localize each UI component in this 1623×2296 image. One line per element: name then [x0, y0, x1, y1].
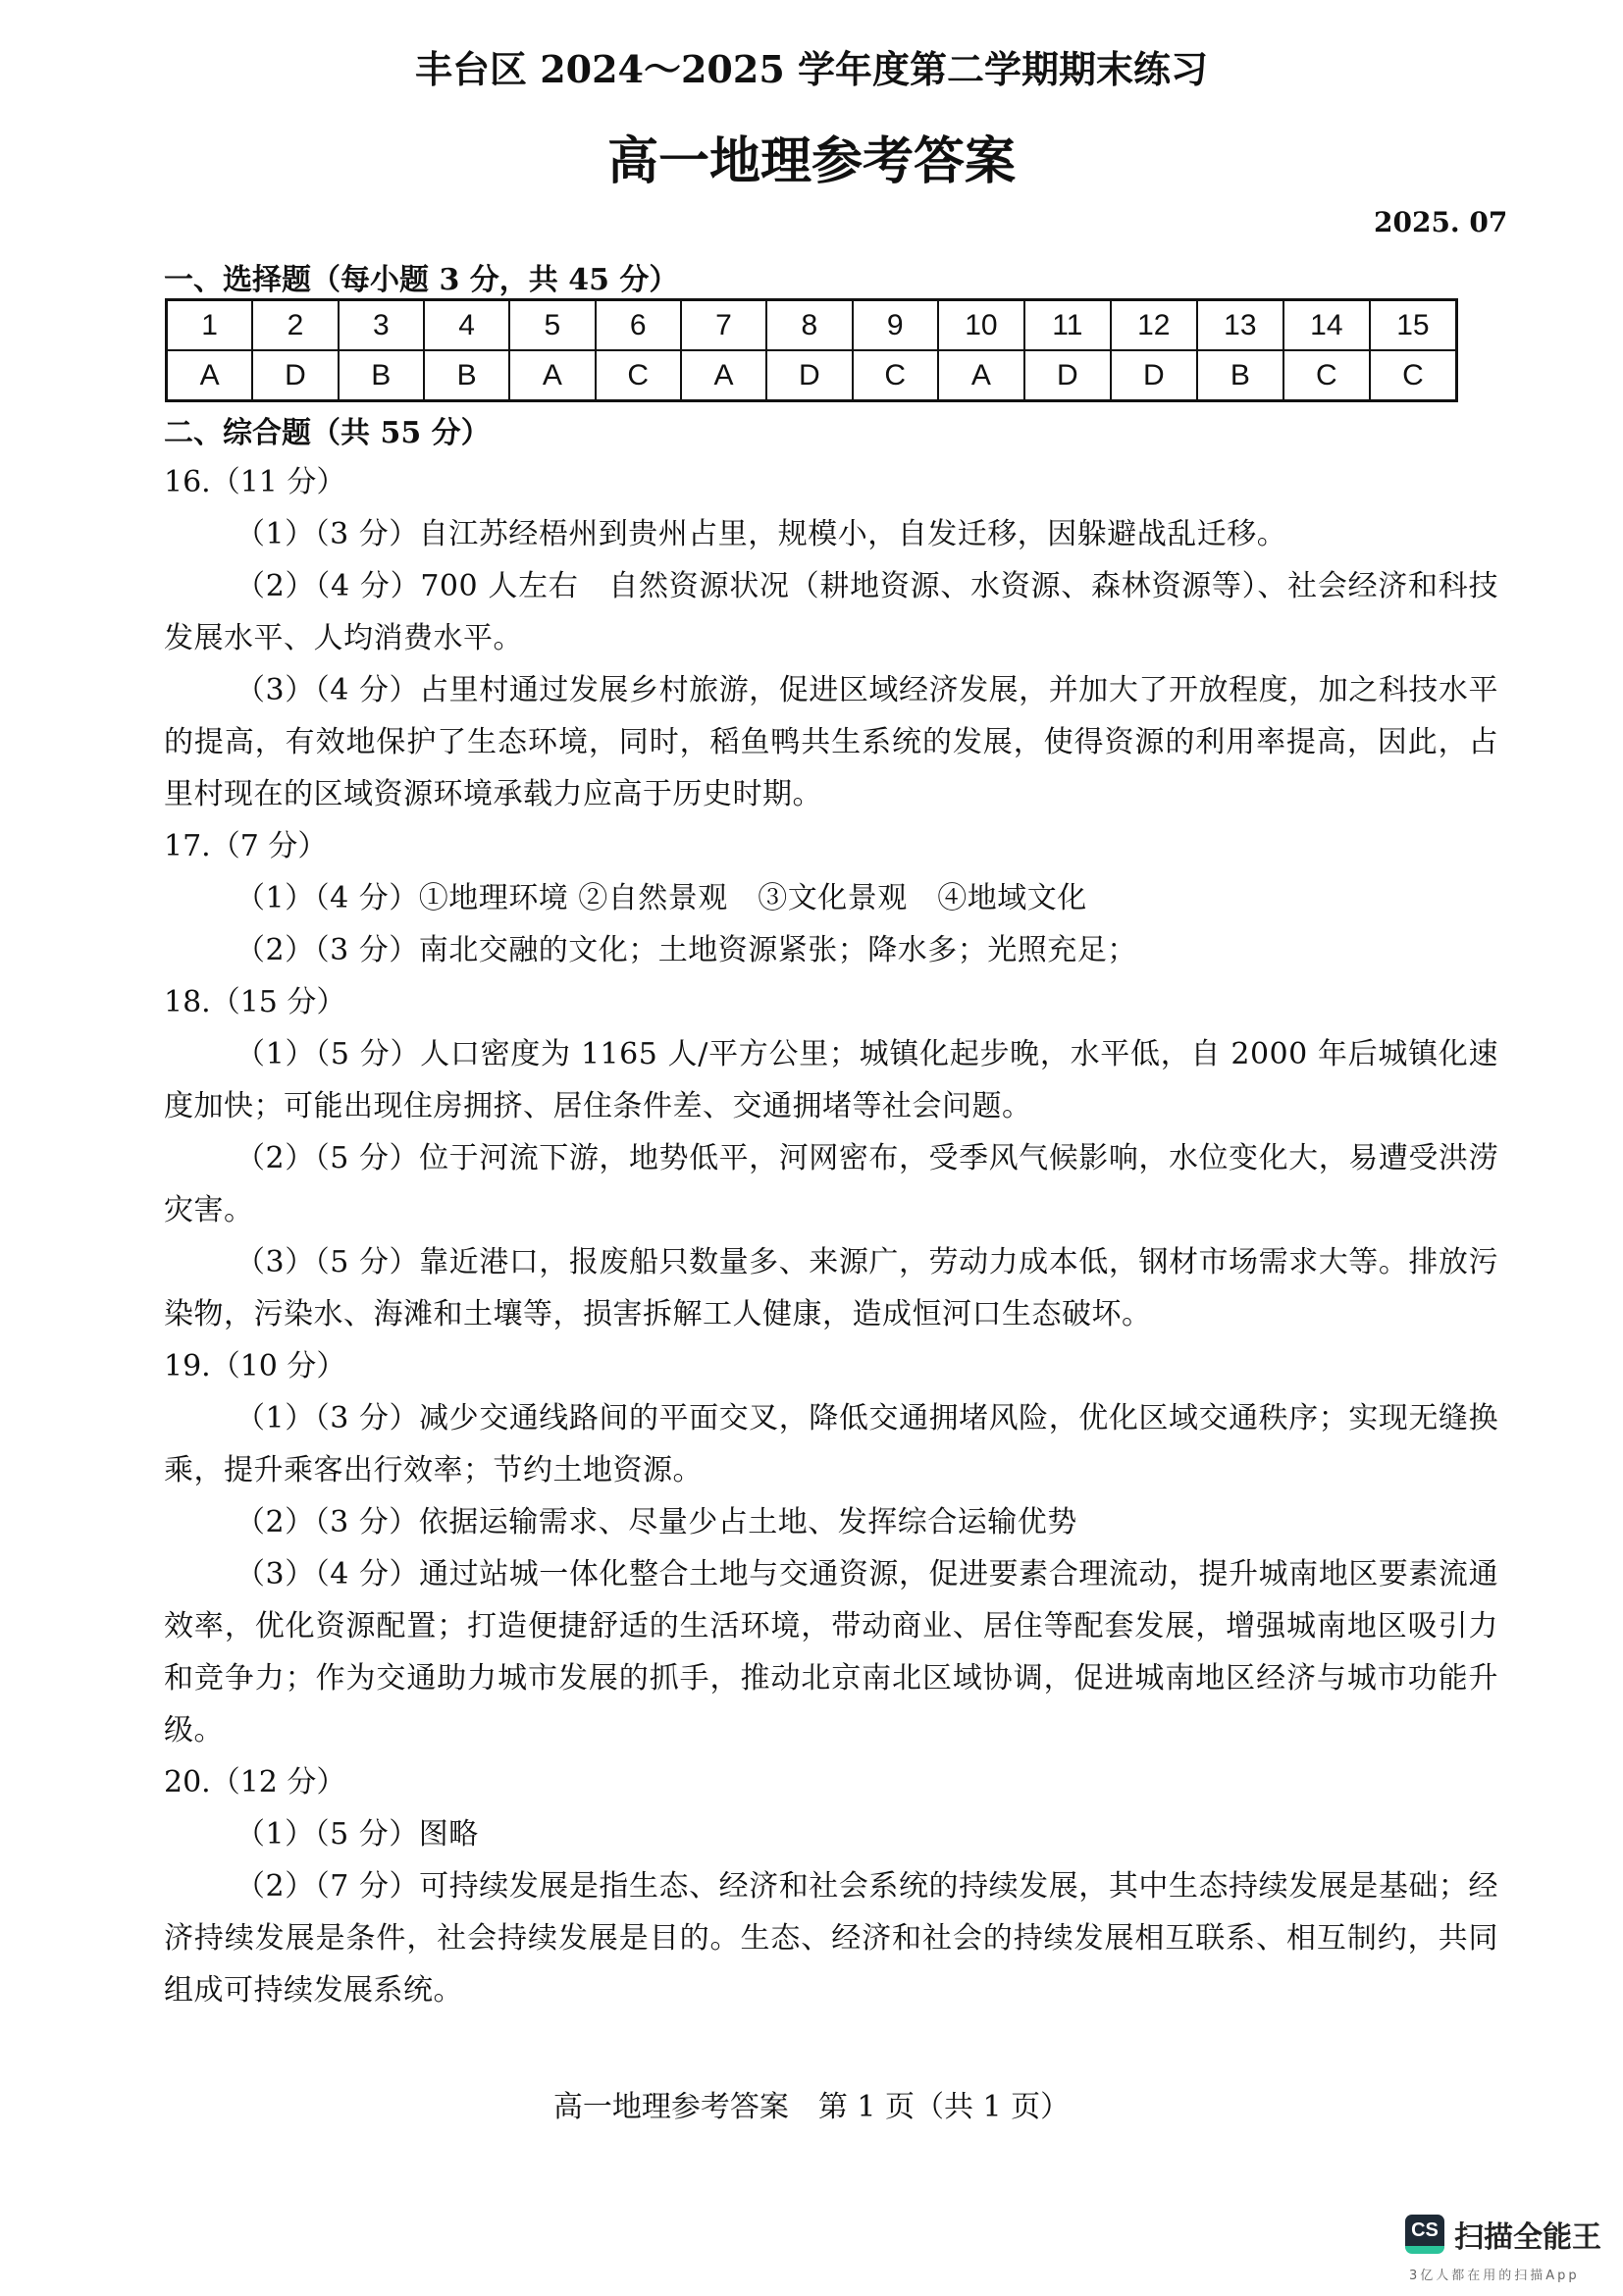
- answer-cell: B: [339, 350, 424, 401]
- answer-cell: D: [1111, 350, 1197, 401]
- answer-paragraph: （1）（3 分）减少交通线路间的平面交叉，降低交通拥堵风险，优化区域交通秩序；实现无缝换乘，提升乘客出行效率；节约土地资源。: [164, 1401, 1498, 1487]
- answer-paragraph: （1）（4 分）①地理环境 ②自然景观 ③文化景观 ④地域文化: [236, 881, 1087, 915]
- answer-cell: A: [167, 350, 253, 401]
- answer-paragraph: （2）（3 分）依据运输需求、尽量少占土地、发挥综合运输优势: [236, 1505, 1077, 1539]
- document-title: 丰台区 2024～2025 学年度第二学期期末练习: [415, 47, 1208, 91]
- question-label: 18.（15 分）: [164, 985, 346, 1019]
- document-date: 2025. 07: [1374, 206, 1508, 238]
- question-number-cell: 8: [766, 300, 852, 351]
- question-label: 20.（12 分）: [164, 1765, 346, 1800]
- answer-cell: A: [681, 350, 766, 401]
- answer-paragraph: （1）（5 分）人口密度为 1165 人/平方公里；城镇化起步晚，水平低，自 2000 年后城镇化速度加快；可能出现住房拥挤、居住条件差、交通拥堵等社会问题。: [164, 1037, 1498, 1123]
- answer-paragraph: （2）（4 分）700 人左右 自然资源状况（耕地资源、水资源、森林资源等）、社会经济和科技发展水平、人均消费水平。: [164, 569, 1498, 655]
- answer-row: [167, 350, 1457, 401]
- answer-cell: C: [1370, 350, 1457, 401]
- camscanner-logo-icon: CS: [1405, 2215, 1444, 2254]
- question-number-cell: 1: [167, 300, 253, 351]
- answer-paragraph: （3）（4 分）占里村通过发展乡村旅游，促进区域经济发展，并加大了开放程度，加之科技水平的提高，有效地保护了生态环境，同时，稻鱼鸭共生系统的发展，使得资源的利用率提高，因此，占里村现在的区域资源环境承载力应高于历史时期。: [164, 673, 1498, 811]
- question-number-cell: 12: [1111, 300, 1197, 351]
- question-number-cell: 7: [681, 300, 766, 351]
- watermark-name: 扫描全能王: [1454, 2220, 1601, 2255]
- answer-cell: C: [853, 350, 938, 401]
- watermark-tagline: 3亿人都在用的扫描App: [1409, 2269, 1580, 2283]
- answer-table: [165, 298, 1458, 402]
- question-number-cell: 15: [1370, 300, 1457, 351]
- question-label: 16.（11 分）: [164, 465, 346, 499]
- question-number-cell: 14: [1283, 300, 1370, 351]
- answer-cell: D: [1024, 350, 1111, 401]
- answer-cell: D: [252, 350, 338, 401]
- question-number-row: [167, 300, 1457, 351]
- answer-paragraph: （2）（3 分）南北交融的文化；土地资源紧张；降水多；光照充足；: [236, 933, 1137, 967]
- answer-cell: C: [596, 350, 681, 401]
- section-heading-comprehensive: 二、综合题（共 55 分）: [164, 416, 491, 450]
- answer-paragraph: （3）（5 分）靠近港口，报废船只数量多、来源广，劳动力成本低，钢材市场需求大等。排放污染物，污染水、海滩和土壤等，损害拆解工人健康，造成恒河口生态破坏。: [164, 1245, 1498, 1331]
- answer-paragraph: （2）（7 分）可持续发展是指生态、经济和社会系统的持续发展，其中生态持续发展是基础；经济持续发展是条件，社会持续发展是目的。生态、经济和社会的持续发展相互联系、相互制约，共同组成可持续发展系统。: [164, 1869, 1498, 2008]
- answer-body: [164, 456, 1498, 2016]
- question-number-cell: 6: [596, 300, 681, 351]
- question-number-cell: 9: [853, 300, 938, 351]
- section-heading-choice: 一、选择题（每小题 3 分，共 45 分）: [164, 263, 679, 297]
- question-label: 19.（10 分）: [164, 1349, 346, 1383]
- question-number-cell: 13: [1197, 300, 1283, 351]
- question-number-cell: 2: [252, 300, 338, 351]
- answer-paragraph: （1）（5 分）图略: [236, 1817, 479, 1852]
- question-number-cell: 11: [1024, 300, 1111, 351]
- camscanner-watermark: [1405, 2213, 1601, 2256]
- answer-paragraph: （3）（4 分）通过站城一体化整合土地与交通资源，促进要素合理流动，提升城南地区要素流通效率，优化资源配置；打造便捷舒适的生活环境，带动商业、居住等配套发展，增强城南地区吸引力和竞争力；作为交通助力城市发展的抓手，推动北京南北区域协调，促进城南地区经济与城市功能升级。: [164, 1557, 1498, 1748]
- document-subtitle: 高一地理参考答案: [606, 131, 1016, 191]
- answer-cell: D: [766, 350, 852, 401]
- question-number-cell: 4: [424, 300, 509, 351]
- answer-cell: A: [509, 350, 595, 401]
- question-number-cell: 5: [509, 300, 595, 351]
- answer-cell: B: [424, 350, 509, 401]
- answer-cell: A: [938, 350, 1024, 401]
- answer-cell: C: [1283, 350, 1370, 401]
- page-footer: 高一地理参考答案 第 1 页（共 1 页）: [552, 2090, 1071, 2124]
- answer-cell: B: [1197, 350, 1283, 401]
- question-number-cell: 3: [339, 300, 424, 351]
- question-number-cell: 10: [938, 300, 1024, 351]
- answer-paragraph: （2）（5 分）位于河流下游，地势低平，河网密布，受季风气候影响，水位变化大，易遭受洪涝灾害。: [164, 1141, 1498, 1227]
- answer-paragraph: （1）（3 分）自江苏经梧州到贵州占里，规模小，自发迁移，因躲避战乱迁移。: [236, 517, 1287, 551]
- question-label: 17.（7 分）: [164, 829, 328, 863]
